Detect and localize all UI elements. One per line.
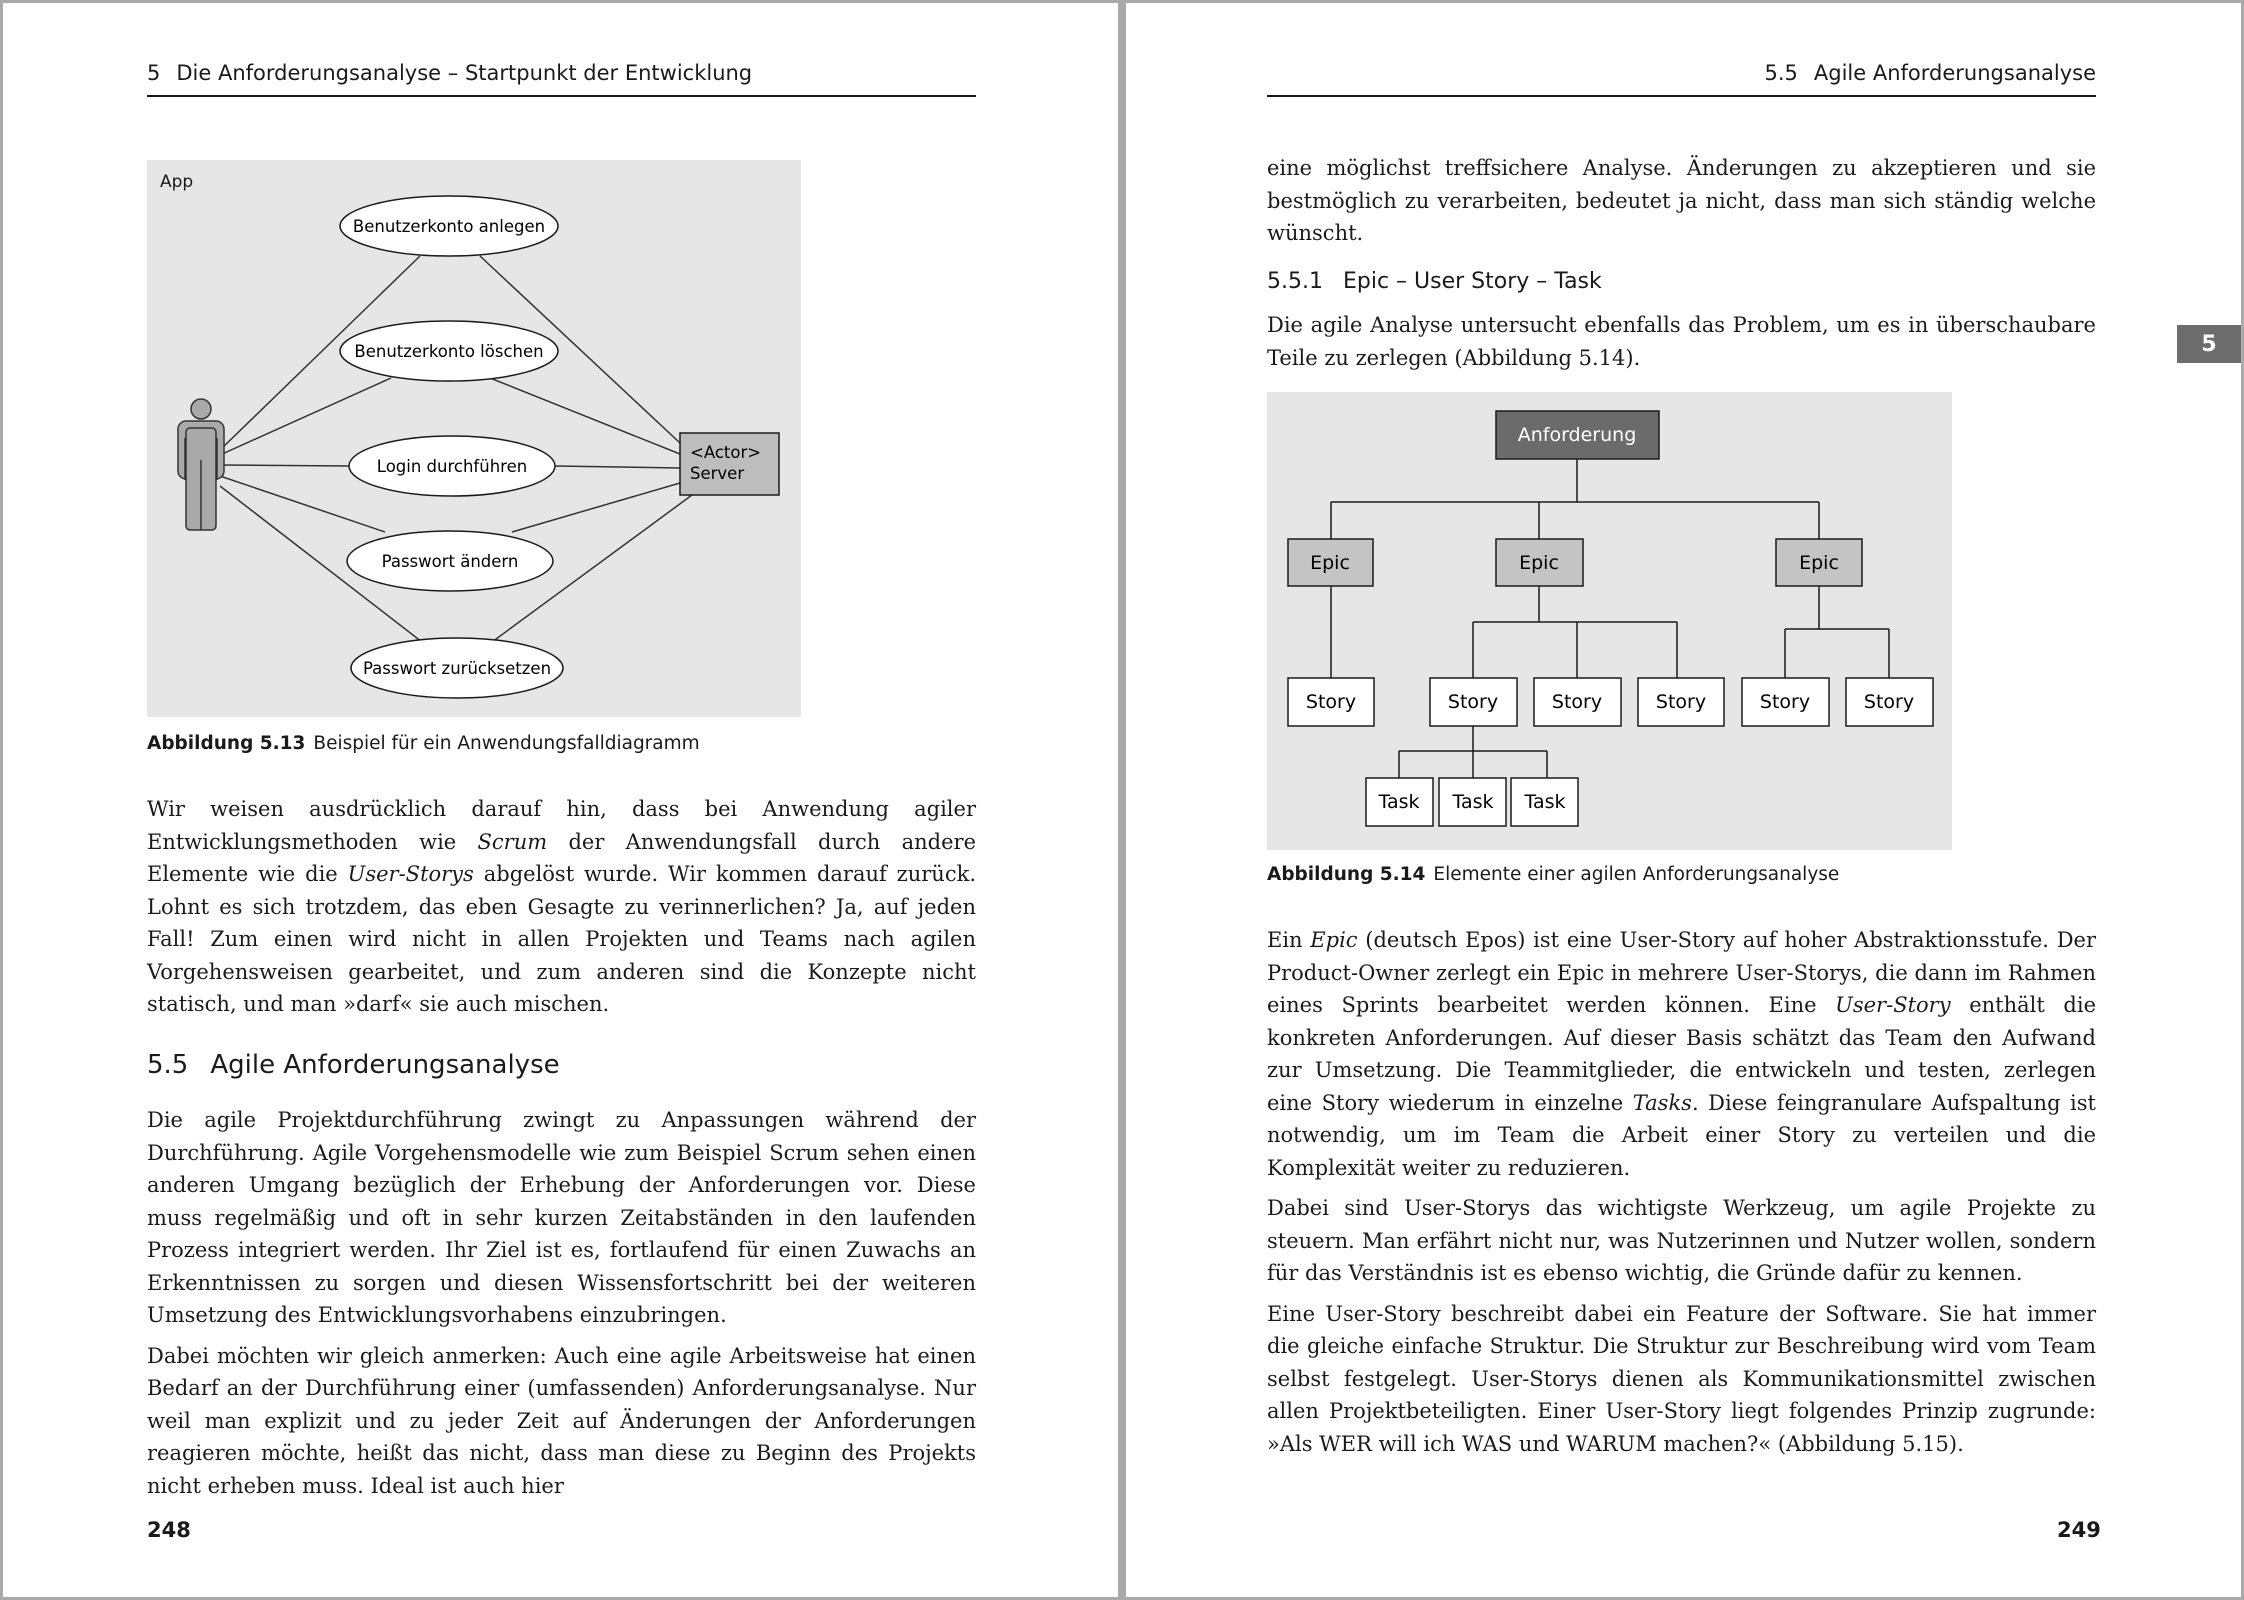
right-page: [1126, 3, 2241, 1597]
use-case-2-label: Benutzerkonto löschen: [354, 342, 544, 361]
use-case-3-label: Login durchführen: [376, 457, 528, 476]
page-number-right: 249: [2057, 1518, 2101, 1542]
right-text-block-3: [1267, 924, 2096, 1468]
node-story-4: [1638, 678, 1724, 726]
subsection-title: Epic – User Story – Task: [1342, 269, 1602, 294]
use-case-diagram-svg: [147, 160, 801, 717]
system-label: App: [160, 172, 194, 192]
section-title: Agile Anforderungsanalyse: [1813, 61, 2096, 85]
paragraph: [1267, 924, 2096, 1184]
agile-hierarchy-diagram-svg: [1267, 392, 1952, 850]
chapter-thumb-tab: 5: [2177, 325, 2241, 363]
node-story-5-label: Story: [1759, 691, 1811, 713]
text-run: (deutsch Epos) ist eine User-Story auf hoher Abstraktionsstufe. Der Product-Owner zerlegt ein Epic in mehrere User-Storys, die dann im Rahmen eines Sprints bearbeitet werden können. Eine: [1267, 928, 2097, 1017]
node-root-label: Anforderung: [1517, 424, 1637, 446]
running-head-right: [1267, 61, 2096, 97]
node-task-1: [1366, 778, 1433, 826]
caption-text: Beispiel für ein Anwendungsfalldiagramm: [313, 733, 700, 754]
paragraph: Eine User-Story beschreibt dabei ein Feature der Software. Sie hat immer die gleiche einfache Struktur. Die Struktur zur Beschreibung wird vom Team selbst festgelegt. User-Storys dienen als Kommunikationsmittel zwischen allen Projektbeteiligten. Einer User-Story liegt folgendes Prinzip zugrunde: »Als WER will ich WAS und WARUM machen?« (Abbildung 5.15).: [1267, 1301, 2096, 1456]
node-epic-3-label: Epic: [1799, 552, 1839, 574]
server-actor-line1: <Actor>: [690, 443, 762, 462]
right-text-block-2: [1267, 309, 2096, 382]
node-epic-2: [1496, 539, 1583, 586]
left-text-block-1: [147, 793, 976, 1029]
chapter-title: Die Anforderungsanalyse – Startpunkt der Entwicklung: [176, 61, 753, 85]
use-case-1-label: Benutzerkonto anlegen: [352, 217, 546, 236]
text-run: Wir weisen ausdrücklich darauf hin, dass bei Anwendung agiler Entwicklungsmethoden wie: [147, 797, 976, 854]
text-run: enthält die konkreten Anforderungen. Auf dieser Basis schätzt das Team den Aufwand zur Umsetzung. Die Teammitglieder, die entwickeln und testen, zerlegen eine Story wiederum in einzelne: [1267, 993, 2097, 1115]
line-actor-uc3: [220, 465, 350, 466]
use-case-5-label: Passwort zurücksetzen: [362, 659, 552, 678]
use-case-1: [340, 196, 558, 256]
node-task-2-label: Task: [1452, 791, 1494, 813]
actor-user-icon: [178, 399, 224, 530]
line-uc4-server: [512, 483, 680, 532]
node-epic-3: [1776, 539, 1862, 586]
left-page: [3, 3, 1118, 1597]
caption-text: Elemente einer agilen Anforderungsanalyse: [1433, 864, 1840, 885]
subsection-heading: [1267, 269, 1602, 294]
node-story-4-label: Story: [1655, 691, 1707, 713]
node-story-6-label: Story: [1863, 691, 1915, 713]
section-number: 5.5: [147, 1050, 189, 1080]
node-story-1: [1288, 678, 1374, 726]
section-heading: [147, 1050, 560, 1080]
node-story-3: [1534, 678, 1621, 726]
subsection-number: 5.5.1: [1267, 269, 1323, 294]
line-uc3-server: [555, 466, 680, 468]
figure-513-caption: [147, 733, 700, 754]
server-actor-line2: Server: [690, 464, 745, 483]
node-story-1-label: Story: [1305, 691, 1357, 713]
emphasis-user-storys: User-Storys: [347, 862, 474, 886]
text-run: Ein: [1267, 928, 1311, 952]
use-case-4-label: Passwort ändern: [381, 552, 519, 571]
left-text-block-2: [147, 1104, 976, 1510]
paragraph: Die agile Analyse untersucht ebenfalls das Problem, um es in überschaubare Teile zu zerlegen (Abbildung 5.14).: [1267, 313, 2096, 370]
text-run: der Anwendungsfall durch andere Elemente wie die: [147, 829, 976, 886]
node-epic-1-label: Epic: [1310, 552, 1350, 574]
emphasis-epic: Epic: [1310, 928, 1358, 952]
use-case-3: [349, 436, 555, 496]
node-story-5: [1742, 678, 1829, 726]
figure-514-caption: [1267, 864, 1839, 885]
paragraph: Dabei möchten wir gleich anmerken: Auch eine agile Arbeitsweise hat einen Bedarf an der Durchführung einer (umfassenden) Anforderungsanalyse. Nur weil man explizit und zu jeder Zeit auf Änderungen der Anforderungen reagieren möchte, heißt das nicht, dass man diese zu Beginn des Projekts nicht erheben muss. Ideal ist auch hier: [147, 1343, 976, 1498]
connector-lines: [1331, 459, 1889, 778]
node-root: [1496, 411, 1659, 459]
line-actor-uc4: [220, 476, 385, 532]
use-case-4: [347, 531, 553, 591]
agile-hierarchy-diagram: [1267, 392, 1952, 850]
text-run: abgelöst wurde. Wir kommen darauf zurück. Lohnt es sich trotzdem, das eben Gesagte zu verinnerlichen? Ja, auf jeden Fall! Zum einen wird nicht in allen Projekten und Teams nach agilen Vorgehensweisen gearbeitet, und zum anderen sind die Konzepte nicht statisch, und man »darf« sie auch mischen.: [147, 862, 976, 1016]
node-epic-1: [1288, 539, 1373, 586]
section-title: Agile Anforderungsanalyse: [210, 1050, 560, 1080]
paragraph: [147, 793, 976, 1021]
caption-label: Abbildung 5.14: [1267, 864, 1426, 885]
use-case-diagram: [147, 160, 801, 717]
text-run: . Diese feingranulare Aufspaltung ist notwendig, um im Team die Arbeit einer Story zu verteilen und die Komplexität weiter zu reduzieren.: [1267, 1090, 2096, 1180]
running-head-left: [147, 61, 976, 97]
node-task-3: [1511, 778, 1578, 826]
paragraph: eine möglichst treffsichere Analyse. Änderungen zu akzeptieren und sie bestmöglich zu verarbeiten, bedeutet ja nicht, dass man sich ständig welche wünscht.: [1267, 156, 2096, 245]
use-case-2: [340, 321, 558, 381]
page-number-left: 248: [147, 1518, 191, 1542]
emphasis-tasks: Tasks: [1632, 1090, 1692, 1115]
paragraph: Die agile Projektdurchführung zwingt zu Anpassungen während der Durchführung. Agile Vorgehensmodelle wie zum Beispiel Scrum sehen einen anderen Umgang bezüglich der Erhebung der Anforderungen vor. Diese muss regelmäßig und oft in sehr kurzen Zeitabständen in den laufenden Prozess integriert werden. Ihr Ziel ist es, fortlaufend für einen Zuwachs an Erkenntnissen zu sorgen und diesen Wissensfortschritt bei der weiteren Umsetzung des Entwicklungsvorhabens einzubringen.: [147, 1108, 976, 1327]
right-text-block-1: [1267, 152, 2096, 258]
node-task-1-label: Task: [1378, 791, 1420, 813]
node-story-3-label: Story: [1551, 691, 1603, 713]
use-case-5: [351, 638, 563, 698]
node-epic-2-label: Epic: [1519, 552, 1559, 574]
paragraph: Dabei sind User-Storys das wichtigste Werkzeug, um agile Projekte zu steuern. Man erfährt nicht nur, was Nutzerinnen und Nutzer wollen, sondern für das Verständnis ist es ebenso wichtig, die Gründe dafür zu kennen.: [1267, 1196, 2096, 1285]
section-number: 5.5: [1764, 61, 1798, 85]
line-actor-uc2: [220, 378, 391, 455]
emphasis-scrum: Scrum: [477, 829, 548, 854]
node-task-3-label: Task: [1524, 791, 1566, 813]
node-task-2: [1439, 778, 1506, 826]
node-story-2-label: Story: [1447, 691, 1499, 713]
emphasis-user-story: User-Story: [1835, 993, 1951, 1017]
node-story-2: [1430, 678, 1517, 726]
chapter-number: 5: [147, 61, 161, 85]
node-story-6: [1846, 678, 1933, 726]
server-actor-box: [680, 433, 779, 495]
caption-label: Abbildung 5.13: [147, 733, 306, 754]
